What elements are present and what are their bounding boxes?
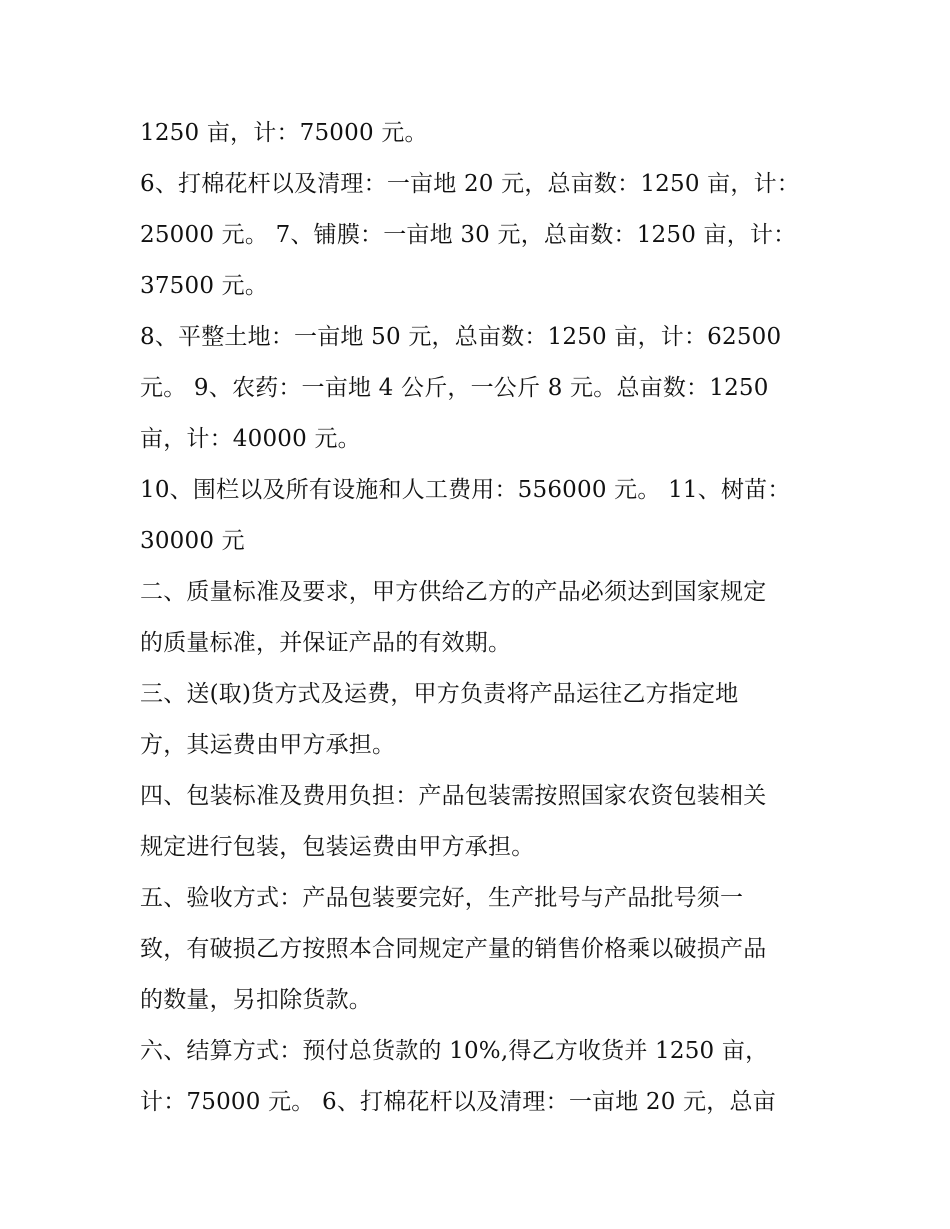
section-heading-quality: 二、质量标准及要求，甲方供给乙方的产品必须达到国家规定: [140, 579, 767, 605]
text-line: 8、平整土地：一亩地 50 元，总亩数：1250 亩，计：62500: [140, 324, 782, 350]
section-heading-delivery: 三、送(取)货方式及运费，甲方负责将产品运往乙方指定地: [140, 681, 739, 707]
text-line: 37500 元。: [140, 273, 269, 299]
text-line: 的质量标准，并保证产品的有效期。: [140, 630, 512, 656]
text-line: 10、围栏以及所有设施和人工费用：556000 元。 11、树苗：: [140, 477, 791, 503]
text-line: 6、打棉花杆以及清理：一亩地 20 元，总亩数：1250 亩，计：: [140, 171, 800, 197]
text-line: 亩，计：40000 元。: [140, 426, 361, 452]
text-line: 元。 9、农药：一亩地 4 公斤，一公斤 8 元。总亩数：1250: [140, 375, 769, 401]
text-line: 的数量，另扣除货款。: [140, 987, 372, 1013]
text-line: 30000 元: [140, 528, 245, 554]
text-line: 1250 亩，计：75000 元。: [140, 120, 428, 146]
text-line: 25000 元。 7、铺膜：一亩地 30 元，总亩数：1250 亩，计：: [140, 222, 797, 248]
text-line: 方，其运费由甲方承担。: [140, 732, 396, 758]
text-line: 计：75000 元。 6、打棉花杆以及清理：一亩地 20 元，总亩: [140, 1089, 776, 1115]
text-line: 规定进行包装，包装运费由甲方承担。: [140, 834, 535, 860]
section-heading-settlement: 六、结算方式：预付总货款的 10%,得乙方收货并 1250 亩，: [140, 1038, 769, 1064]
text-line: 致，有破损乙方按照本合同规定产量的销售价格乘以破损产品: [140, 936, 767, 962]
section-heading-acceptance: 五、验收方式：产品包装要完好，生产批号与产品批号须一: [140, 885, 744, 911]
document-page: [140, 108, 820, 1128]
section-heading-packaging: 四、包装标准及费用负担：产品包装需按照国家农资包装相关: [140, 783, 767, 809]
